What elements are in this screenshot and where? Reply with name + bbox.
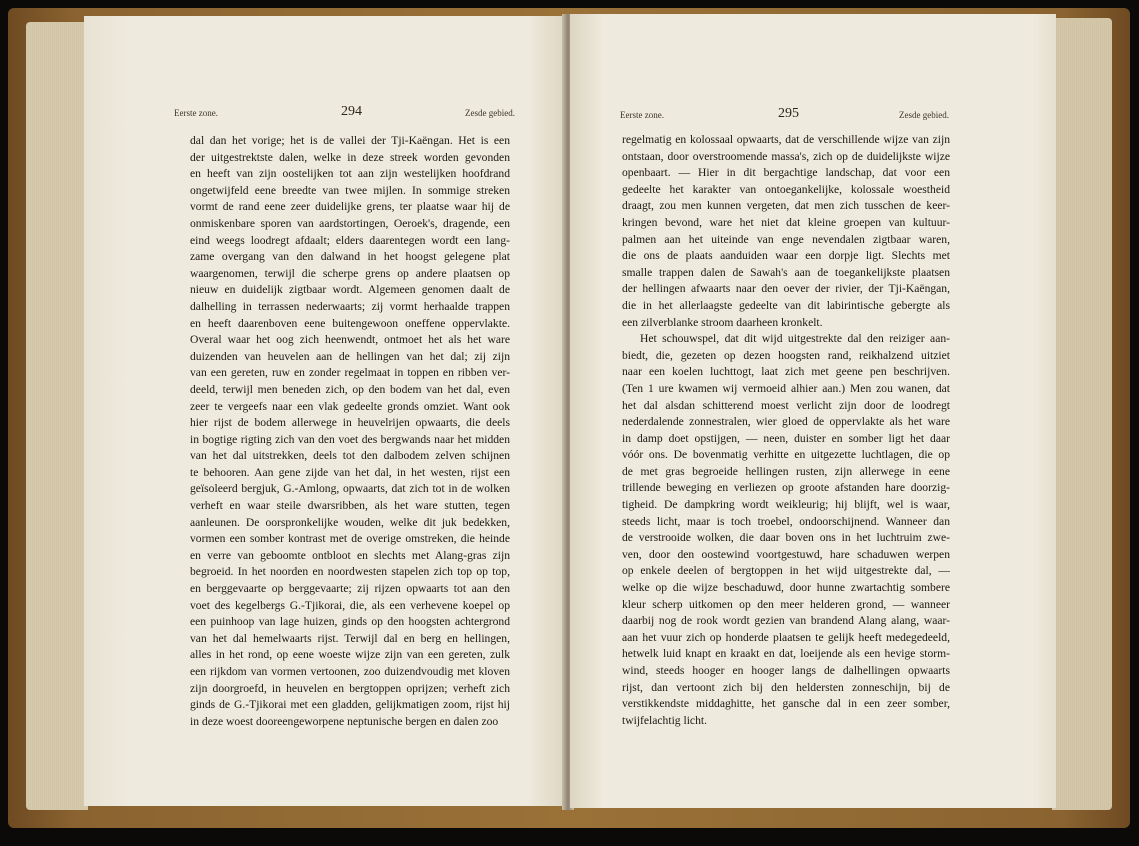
text-line: rijst, dan vertoont zich bij den heldersten zonneschijn, bij de bbox=[622, 680, 950, 694]
text-line: van het dal uitstrekken, deels tot den dalbodem zelven schijnen bbox=[190, 449, 510, 463]
text-line: aanleunen. De oorspronkelijke wouden, welke dit juk bedekken, bbox=[190, 515, 510, 529]
text-line: palmen aan het uiteinde van enge nevendalen zigtbaar waren, bbox=[622, 232, 950, 246]
text-line: naar een koelen luchttogt, laat zich met geene pen beschrijven. bbox=[622, 365, 950, 379]
right-page bbox=[570, 14, 1056, 808]
text-line: de verstrooide wolken, die daar boven ons in het luchtruim zwe- bbox=[622, 531, 950, 545]
text-line: openbaart. — Hier in dit bergachtige landschap, dat voor een bbox=[622, 166, 950, 180]
text-line: trillende beweging en verliezen op groote afstanden hare doorzig- bbox=[622, 481, 950, 495]
text-line: die ons de plaats aanduiden waar een dorpje ligt. Slechts met bbox=[622, 249, 950, 263]
text-line: een rijkdom van vormen vertoonen, zoo duizendvoudig met kloven bbox=[190, 665, 510, 678]
text-line: verstikkendste middaghitte, het gansche dal in een zeer somber, bbox=[622, 697, 950, 711]
text-line: der hellingen afwaarts naar den oever der rivier, der Tji-Kaëngan, bbox=[622, 282, 950, 296]
text-line: zeer te vergeefs naar een vlak gedeelte gronds omziet. Want ook bbox=[190, 399, 510, 413]
text-line: waargenomen, terwijl die scherpe grens op andere plaatsen op bbox=[190, 266, 510, 280]
text-line: en berggevaarte op berggevaarte; zij rijzen opwaarts tot aan den bbox=[190, 582, 510, 596]
text-line: nieuw en duidelijk zigtbaar wordt. Algemeen genomen daalt de bbox=[190, 283, 510, 297]
text-line: geïsoleerd bergjuk, G.-Amlong, opwaarts, dat zich tot in de wolken bbox=[190, 482, 510, 496]
text-line: Het schouwspel, dat dit wijd uitgestrekte dal den reiziger aan- bbox=[640, 332, 950, 346]
text-line: duizenden van heuvelen aan de hellingen van het dal; zij zijn bbox=[190, 349, 510, 363]
text-line: verheft en waar steile dwarsribben, als het ware stutten, tegen bbox=[190, 499, 510, 513]
text-line: vóór ons. De bovenmatig verhitte en uitgezette luchtlagen, die op bbox=[622, 448, 950, 462]
text-line: dalhelling in terrassen nederwaarts; zij vormt herhaalde trappen bbox=[190, 299, 510, 313]
text-line: te behooren. Aan gene zijde van het dal, in het westen, rijst een bbox=[190, 465, 510, 479]
text-line: de met gras begroeide hellingen rusten, zijn allerwege in eene bbox=[622, 464, 950, 478]
text-line: der uitgestrektste dalen, welke in deze streek worden gevonden bbox=[190, 150, 510, 164]
text-line: twijfelachtig licht. bbox=[622, 713, 707, 727]
right-page-number: 295 bbox=[778, 106, 799, 121]
text-line: in bogtige rigting zich van den voet des bergwands naar het midden bbox=[190, 432, 510, 446]
text-line: regelmatig en kolossaal opwaarts, dat de verschillende wijze van zijn bbox=[622, 133, 950, 146]
text-line: daarbij nog de rook wordt gezien van brandend Alang alang, waar- bbox=[622, 614, 950, 628]
text-line: ontstaan, door overstroomende massa's, zich op de duidelijkste wijze bbox=[622, 149, 950, 163]
text-line: tigheid. De dampkring wordt weikleurig; hij blijft, wel is waar, bbox=[622, 498, 950, 512]
text-line: en heeft van zijn oostelijken tot aan zijn westelijken hoofdrand bbox=[190, 167, 510, 181]
text-line: smalle trappen dalen de Sawah's aan de toegankelijkste plaatsen bbox=[622, 265, 950, 279]
text-line: deeld, terwijl men beneden zich, op den bodem van het dal, even bbox=[190, 382, 510, 396]
text-line: ginds de G.-Tjikorai met een gladden, gelijkmatigen zoom, rijst hij bbox=[190, 698, 510, 712]
text-line: een zilverblanke stroom daarheen kronkelt. bbox=[622, 315, 823, 329]
text-line: onmiskenbare sporen van aardstortingen, Oeroek's, dragende, een bbox=[190, 216, 510, 230]
text-line: zijn doorgroefd, in heuvelen en bergtoppen oprijzen; verheft zich bbox=[190, 681, 510, 695]
text-line: begroeid. In het noorden en noordwesten stapelen zich top op top, bbox=[190, 565, 510, 579]
text-line: Overal waar het oog zich heenwendt, ontmoet het als het ware bbox=[190, 333, 510, 347]
left-body-text bbox=[190, 133, 510, 730]
right-running-head-area: Zesde gebied. bbox=[899, 110, 949, 120]
text-line: en verre van geboomte ontbloot en slechts met Alang-gras zijn bbox=[190, 548, 510, 562]
text-line: op enkele deelen of bergtoppen in het wijd uitgestrekte dal, — bbox=[622, 564, 950, 578]
text-line: alles in het rond, op eene woeste wijze zijn van een gereten, zulk bbox=[190, 648, 510, 662]
text-line: zame overgang van den dalwand in het hoogst gelegene plat bbox=[190, 250, 510, 264]
left-running-head-zone: Eerste zone. bbox=[174, 108, 218, 118]
text-line: biedt, die, gezeten op dezen hoogsten rand, reikhalzend uitziet bbox=[622, 348, 950, 362]
text-line: en heeft daarenboven eene buitengewoon oneffene oppervlakte. bbox=[190, 316, 510, 330]
text-line: hetwelk luid knapt en kraakt en dat, loeijende als een hevige storm- bbox=[622, 647, 950, 661]
left-page bbox=[84, 16, 566, 806]
text-line: eind weegs loodregt afdaalt; elders daarentegen wordt een lang- bbox=[190, 233, 510, 247]
right-body-text bbox=[622, 132, 950, 729]
text-line: welke op die wijze beschaduwd, door hunne zwartachtig sombere bbox=[622, 581, 950, 595]
text-line: ven, door den oostewind voortgestuwd, hare schaduwen werpen bbox=[622, 547, 950, 561]
right-running-head-zone: Eerste zone. bbox=[620, 110, 664, 120]
page-edges-right bbox=[1052, 18, 1112, 810]
text-line: van het dal hemelwaarts rijst. Terwijl dal en berg en hellingen, bbox=[190, 631, 510, 645]
text-line: hier rijst de bodem allerwege in heuvelrijen opwaarts, die deels bbox=[190, 416, 510, 430]
text-line: steeds licht, maar is toch troebel, ondoorschijnend. Wanneer dan bbox=[622, 514, 950, 528]
left-running-head-area: Zesde gebied. bbox=[465, 108, 515, 118]
text-line: in damp doet opstijgen, — neen, duister en somber ligt het daar bbox=[622, 431, 950, 445]
text-line: (Ten 1 ure kwamen wij vermoeid alhier aan.) Men zou wanen, dat bbox=[622, 381, 950, 395]
page-edges-left bbox=[26, 22, 88, 810]
text-line: ongetwijfeld eene breedte van twee mijlen. In sommige streken bbox=[190, 183, 510, 197]
text-line: draagt, zou men kunnen vergeten, dat men zich tusschen de keer- bbox=[622, 199, 950, 213]
text-line: een puinhoop van lage huizen, ginds op den hoogsten achtergrond bbox=[190, 615, 510, 629]
text-line: kleur scherp uitkomen op den meer helderen grond, — wanneer bbox=[622, 597, 950, 611]
text-line: van een gereten, ruw en zonder regelmaat in toppen en ribben ver- bbox=[190, 366, 510, 380]
text-line: dal dan het vorige; het is de vallei der Tji-Kaëngan. Het is een bbox=[190, 134, 510, 147]
text-line: gedeelte het karakter van ontoegankelijke, kolossale woestheid bbox=[622, 182, 950, 196]
text-line: nederdalende zonnestralen, wier gloed de oppervlakte als het ware bbox=[622, 415, 950, 429]
text-line: voet des kegelbergs G.-Tjikorai, die, als een verhevene koepel op bbox=[190, 598, 510, 612]
text-line: in deze woest dooreengeworpene neptunische bergen en dalen zoo bbox=[190, 714, 499, 728]
text-line: het dal alsdan schitterend moest verlicht zijn door de loodregt bbox=[622, 398, 950, 412]
text-line: die in het allerlaagste gedeelte van dit labirintische gebergte als bbox=[622, 298, 950, 312]
left-page-number: 294 bbox=[341, 104, 362, 119]
text-line: kringen bevond, ware het niet dat kleine groepen van kultuur- bbox=[622, 215, 950, 229]
text-line: vormen een somber kontrast met de overige omstreken, die heinde bbox=[190, 532, 510, 546]
text-line: aan het vuur zich op honderde plaatsen te gelijk heeft medegedeeld, bbox=[622, 630, 950, 644]
text-line: vormt de rand eene zeer duidelijke grens, ter plaatse waar hij de bbox=[190, 200, 510, 214]
text-line: wind, steeds hooger en hooger langs de dalhellingen opwaarts bbox=[622, 664, 950, 677]
